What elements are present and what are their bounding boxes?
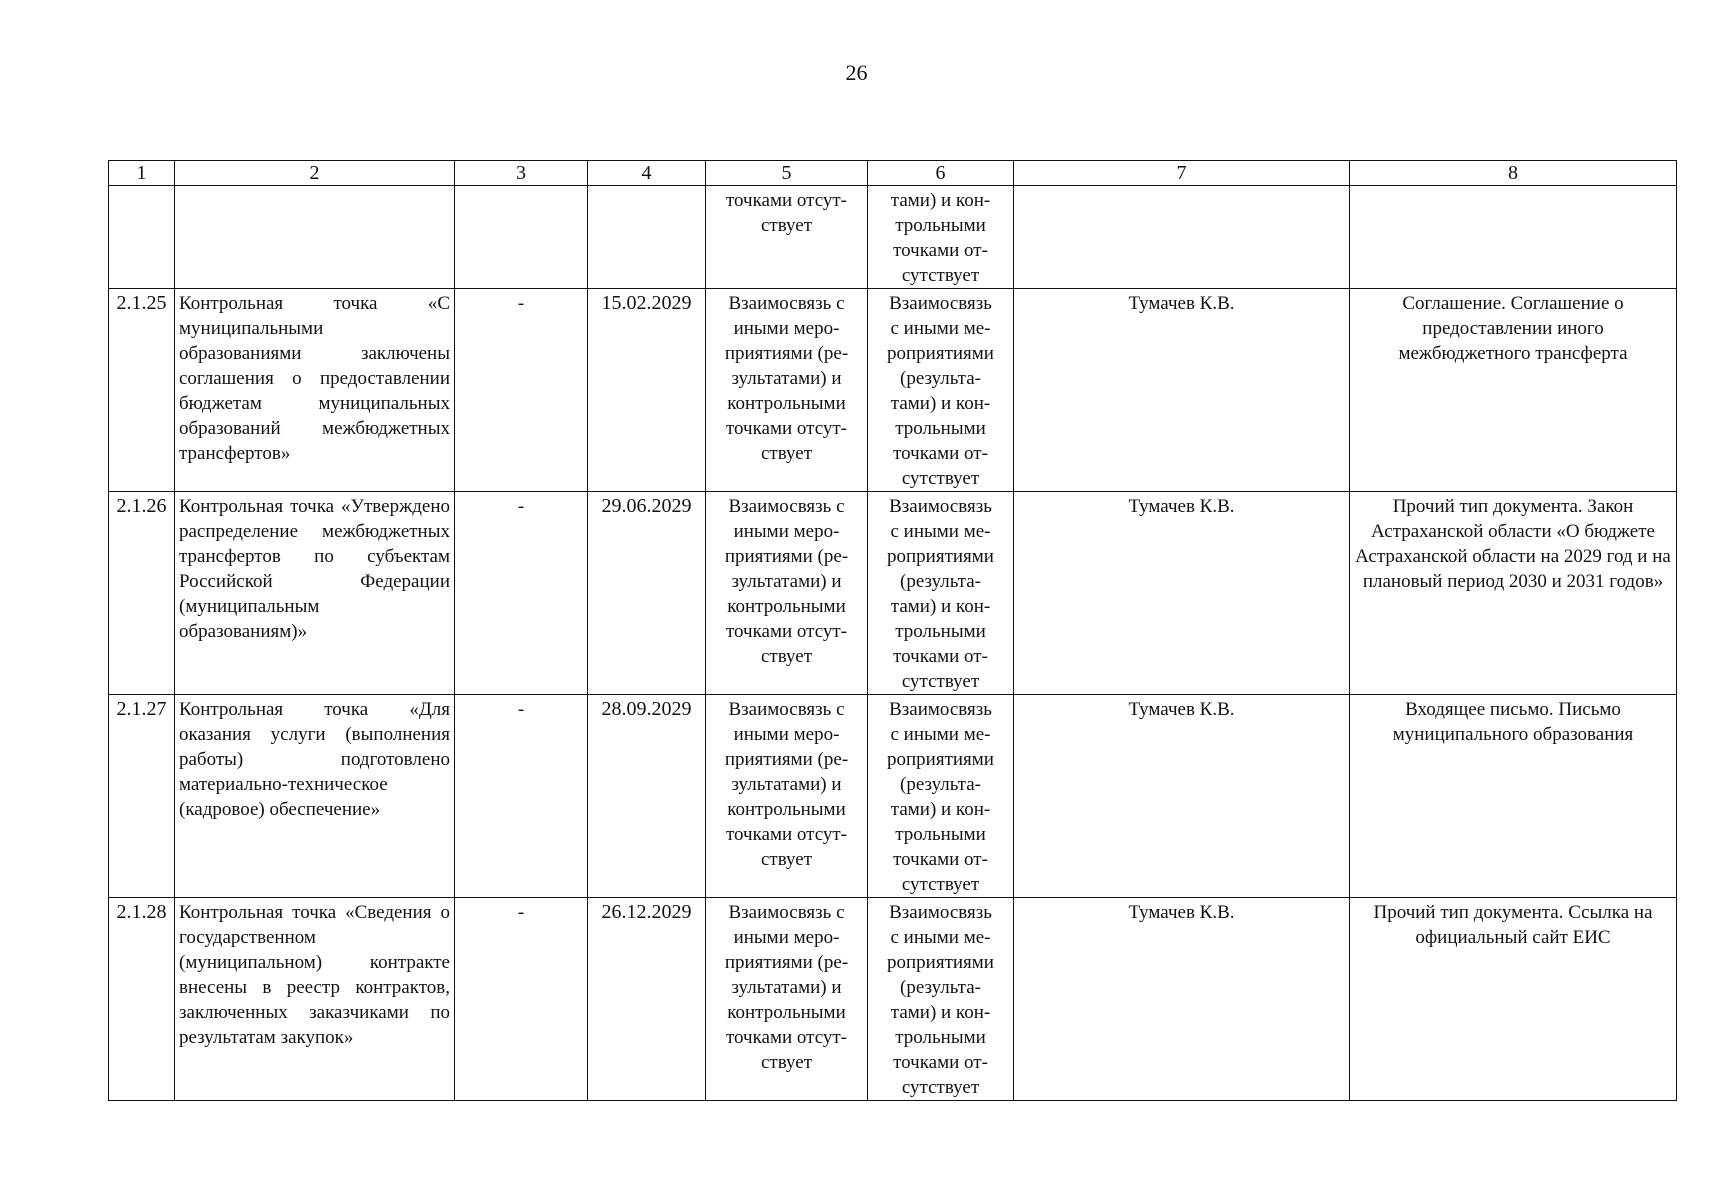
row-number: 2.1.27 (109, 695, 175, 898)
column-header: 5 (706, 161, 868, 186)
row-number: 2.1.28 (109, 898, 175, 1101)
relation-cell: Взаимосвязь с иными меро- приятиями (ре- зультатами) и контрольными точками отсут- ствует (706, 289, 868, 492)
relation-cell: Взаимосвязь с иными ме- роприятиями (результа- тами) и кон- трольными точками от- сутствует (868, 289, 1014, 492)
responsible-person: Тумачев К.В. (1014, 492, 1350, 695)
control-point-name: Контрольная точка «Сведения о государственном (муниципальном) контракте внесены в реестр контрактов, заключенных заказчиками по результатам закупок» (175, 898, 455, 1101)
responsible-person: Тумачев К.В. (1014, 289, 1350, 492)
due-date: 28.09.2029 (588, 695, 706, 898)
relation-cell: тами) и кон- трольными точками от- сутствует (868, 186, 1014, 289)
relation-cell: Взаимосвязь с иными меро- приятиями (ре- зультатами) и контрольными точками отсут- ствует (706, 898, 868, 1101)
relation-cell: Взаимосвязь с иными ме- роприятиями (результа- тами) и кон- трольными точками от- сутствует (868, 492, 1014, 695)
table-row (109, 492, 1677, 695)
table-row (109, 289, 1677, 492)
column-3-value: - (455, 898, 588, 1101)
relation-cell: точками отсут- ствует (706, 186, 868, 289)
column-header: 4 (588, 161, 706, 186)
table-row (109, 695, 1677, 898)
column-header: 7 (1014, 161, 1350, 186)
relation-cell: Взаимосвязь с иными меро- приятиями (ре- зультатами) и контрольными точками отсут- ствует (706, 695, 868, 898)
table-row (109, 898, 1677, 1101)
due-date: 26.12.2029 (588, 898, 706, 1101)
column-3-value: - (455, 695, 588, 898)
relation-cell: Взаимосвязь с иными ме- роприятиями (результа- тами) и кон- трольными точками от- сутствует (868, 695, 1014, 898)
relation-cell: Взаимосвязь с иными ме- роприятиями (результа- тами) и кон- трольными точками от- сутствует (868, 898, 1014, 1101)
header-row (109, 161, 1677, 186)
column-header: 2 (175, 161, 455, 186)
page-number: 26 (845, 60, 868, 85)
control-point-name: Контрольная точка «Для оказания услуги (выполнения работы) подготовлено материально-техническое (кадровое) обеспечение» (175, 695, 455, 898)
document-type: Входящее письмо. Письмо муниципального образования (1350, 695, 1677, 898)
responsible-person: Тумачев К.В. (1014, 898, 1350, 1101)
relation-cell: Взаимосвязь с иными меро- приятиями (ре- зультатами) и контрольными точками отсут- ствует (706, 492, 868, 695)
column-header: 8 (1350, 161, 1677, 186)
column-header: 1 (109, 161, 175, 186)
row-number: 2.1.25 (109, 289, 175, 492)
due-date: 29.06.2029 (588, 492, 706, 695)
control-point-name: Контрольная точка «Утверждено распределение межбюджетных трансфертов по субъектам Российской Федерации (муниципальным образованиям)» (175, 492, 455, 695)
control-points-table (108, 160, 1677, 1101)
control-point-name: Контрольная точка «С муниципальными образованиями заключены соглашения о предоставлении бюджетам муниципальных образований межбюджетных трансфертов» (175, 289, 455, 492)
column-header: 6 (868, 161, 1014, 186)
responsible-person: Тумачев К.В. (1014, 695, 1350, 898)
column-3-value: - (455, 492, 588, 695)
due-date: 15.02.2029 (588, 289, 706, 492)
continuation-row (109, 186, 1677, 289)
column-header: 3 (455, 161, 588, 186)
row-number: 2.1.26 (109, 492, 175, 695)
document-type: Прочий тип документа. Закон Астраханской области «О бюджете Астраханской области на 2029 год и на плановый период 2030 и 2031 годов» (1350, 492, 1677, 695)
document-type: Прочий тип документа. Ссылка на официальный сайт ЕИС (1350, 898, 1677, 1101)
document-type: Соглашение. Соглашение о предоставлении иного межбюджетного трансферта (1350, 289, 1677, 492)
column-3-value: - (455, 289, 588, 492)
